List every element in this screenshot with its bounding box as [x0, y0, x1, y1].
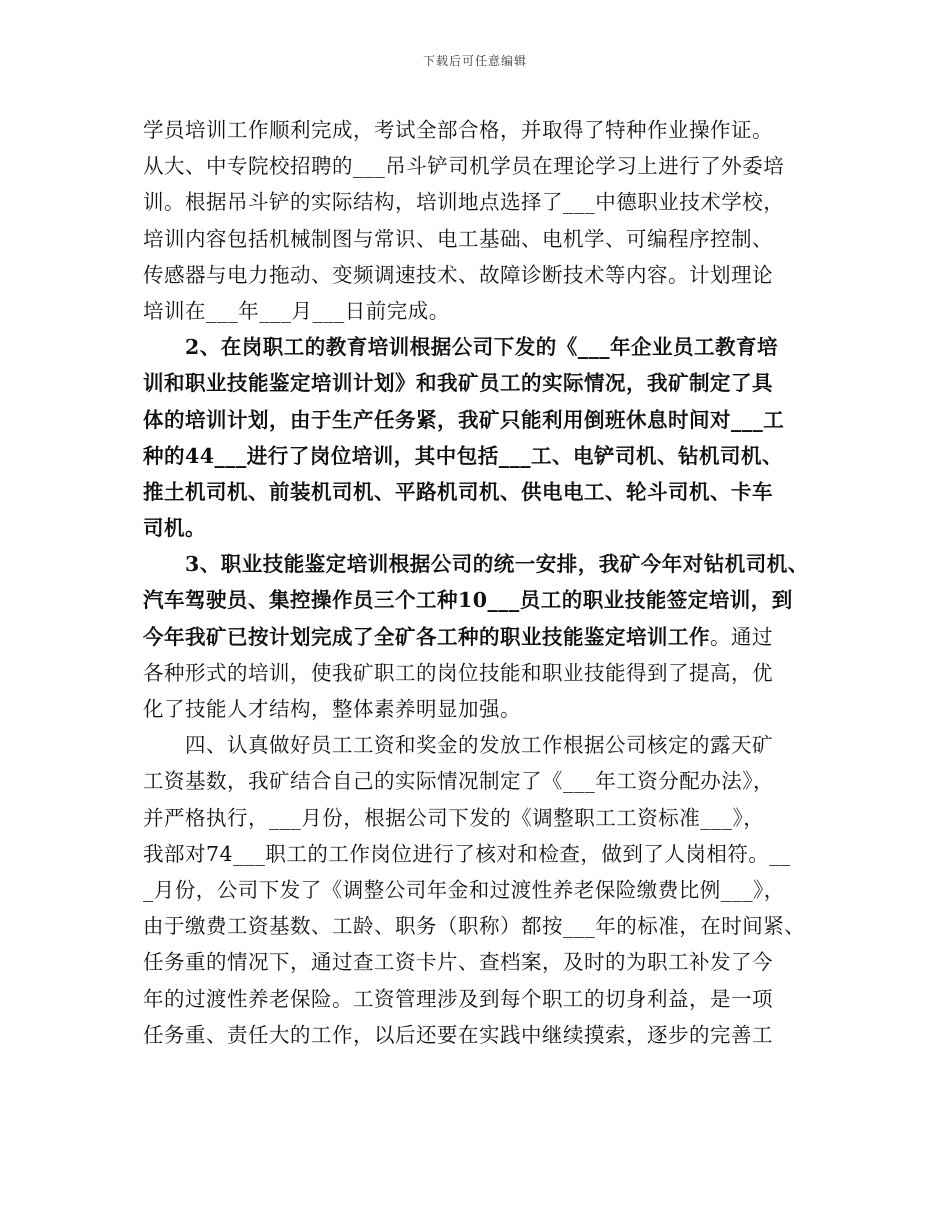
- text-segment: 工资基数，我矿结合自己的实际情况制定了《___年工资分配办法》，: [143, 769, 774, 794]
- text-line: [143, 148, 823, 184]
- text-line: [143, 872, 823, 908]
- text-segment: 四、认真做好员工工资和奖金的发放工作根据公司核定的露天矿: [185, 733, 773, 758]
- text-line: [143, 655, 823, 691]
- text-segment: 从大、中专院校招聘的___吊斗铲司机学员在理论学习上进行了外委培: [143, 154, 785, 179]
- text-line: [143, 184, 823, 220]
- text-line: [143, 112, 823, 148]
- text-line: [143, 582, 823, 618]
- text-segment: 培训在___年___月___日前完成。: [143, 298, 450, 323]
- text-line: [143, 546, 823, 582]
- text-segment: 种的44___进行了岗位培训，其中包括___工、电铲司机、钻机司机、: [143, 443, 784, 468]
- text-segment: 由于缴费工资基数、工龄、职务（职称）都按___年的标准，在时间紧、: [143, 914, 806, 939]
- text-line: [143, 908, 823, 944]
- text-line: [143, 293, 823, 329]
- text-segment: 推土机司机、前装机司机、平路机司机、供电电工、轮斗司机、卡车: [143, 479, 773, 504]
- text-line: [143, 402, 823, 438]
- text-line: [143, 329, 823, 365]
- text-line: [143, 836, 823, 872]
- text-segment: 训。根据吊斗铲的实际结构，培训地点选择了___中德职业技术学校，: [143, 190, 785, 215]
- text-segment: 任务重的情况下，通过查工资卡片、查档案，及时的为职工补发了今: [143, 950, 773, 975]
- text-segment: 3、职业技能鉴定培训根据公司的统一安排，我矿今年对钻机司机、: [185, 552, 809, 577]
- text-line: [143, 619, 823, 655]
- text-line: [143, 727, 823, 763]
- text-line: [143, 257, 823, 293]
- text-segment: 今年我矿已按计划完成了全矿各工种的职业技能鉴定培训工作: [143, 624, 710, 649]
- text-line: [143, 438, 823, 474]
- text-line: [143, 221, 823, 257]
- text-segment: 传感器与电力拖动、变频调速技术、故障诊断技术等内容。计划理论: [143, 262, 773, 287]
- text-segment: 。通过: [710, 624, 773, 649]
- text-segment: 训和职业技能鉴定培训计划》和我矿员工的实际情况，我矿制定了具: [143, 371, 773, 396]
- text-line: [143, 944, 823, 980]
- text-line: [143, 800, 823, 836]
- text-segment: 任务重、责任大的工作，以后还要在实践中继续摸索，逐步的完善工: [143, 1022, 773, 1047]
- text-segment: 并严格执行，___月份，根据公司下发的《调整职工工资标准___》，: [143, 805, 765, 830]
- text-segment: 司机。: [143, 516, 206, 541]
- text-segment: 培训内容包括机械制图与常识、电工基础、电机学、可编程序控制、: [143, 226, 773, 251]
- text-segment: 体的培训计划，由于生产任务紧，我矿只能利用倒班休息时间对___工: [143, 407, 785, 432]
- text-segment: 学员培训工作顺利完成，考试全部合格，并取得了特种作业操作证。: [143, 118, 773, 142]
- text-line: [143, 763, 823, 799]
- text-line: [143, 510, 823, 546]
- text-segment: 各种形式的培训，使我矿职工的岗位技能和职业技能得到了提高，优: [143, 660, 773, 685]
- text-segment: 我部对74___职工的工作岗位进行了核对和检查，做到了人岗相符。__: [143, 841, 791, 866]
- document-body: [143, 112, 823, 1053]
- text-line: [143, 474, 823, 510]
- text-segment: 2、在岗职工的教育培训根据公司下发的《___年企业员工教育培: [185, 335, 779, 360]
- text-line: [143, 981, 823, 1017]
- text-line: [143, 365, 823, 401]
- text-line: [143, 1017, 823, 1053]
- page-header: 下载后可任意编辑: [422, 54, 527, 68]
- text-segment: 汽车驾驶员、集控操作员三个工种10___员工的职业技能签定培训，到: [143, 588, 793, 613]
- text-segment: _月份，公司下发了《调整公司年金和过渡性养老保险缴费比例___》，: [143, 877, 785, 902]
- text-line: [143, 691, 823, 727]
- text-segment: 化了技能人才结构，整体素养明显加强。: [143, 697, 521, 721]
- text-segment: 年的过渡性养老保险。工资管理涉及到每个职工的切身利益，是一项: [143, 986, 773, 1011]
